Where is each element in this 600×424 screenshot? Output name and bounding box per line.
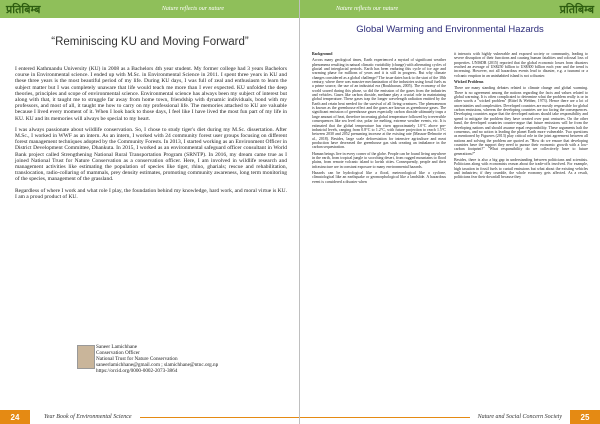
footer-rule [140,417,300,418]
left-page-header [0,0,300,18]
magazine-logo: प्रतिबिम्ब [6,2,41,16]
author-block [96,344,218,374]
article-column-1 [312,52,446,186]
article-paragraph: Human beings live in every corner of the globe. People can be found living anywhere in the earth, from tropical jungle to scorching desert, from rugged mountains to flood plains, from remote volcanic island to lavish cities. Consequently, people and their infrastructure are in constant exposure to many environmental hazards. [312,151,446,169]
article-columns [312,52,588,186]
section-heading: Background [312,52,333,56]
article-paragraph: I entered Kathmandu University (KU) in 2008 as a Bachelors 4th year student. My former college had 3 years Bachelors course in Environmental science. I ended up with M.Sc. in Environmental Science in 2011. I spent three years in KU and these three years is the most beautiful period of my life. During KU days, I was full of zeal and enthusiasm to learn the subject matter but I was completely unaware that life would teach me more than I ever expected. KU unfolded the deep theories, principles and scope of environmental science. Environmental science has always been my subject of interest but along with that, it taught me to struggle far away from home town, friendship with dynamic individuals, bond with my professors, and most of all, it taught me how to carry on my professional life. The memories attached to KU are valuable because I lived every moment of it. When I look back to those days, I feel like I have lived the most fun part of my life in KU. KU and its memories will always be special to my heart. [15,66,287,122]
footer-title: Year Book of Environmental Science [44,414,132,420]
author-role: Conservation Officer [96,350,140,356]
article-paragraph: I was always passionate about wildlife conservation. So, I chose to study tiger's diet during my M.Sc. dissertation. After M.Sc., I worked in WWF as an intern. As an intern, I worked with 24 community forest user groups focusing on different forest management techniques adopted by the Community Forests. In 2013, I started working as an Environment Officer in District Development Committee, Dhankuta. In 2015, I worked as an environmental safeguard officer consultant in World Bank project called Strengthening National Rural Transportation Program (SRNTP). In 2016, my dream came true as I joined National Trust for Nature Conservation as a conservation officer. Here, I am involved in wildlife research and management activities like estimating the population of species like tiger, rhino, gharials; rescue and rehabilitation, translocation, radio-collaring of mammals, prey density estimates, promoting community awareness, long term monitoring of the species, management of the grassland. [15,126,287,183]
page-number: 24 [0,410,30,424]
article-body [15,66,287,205]
article-paragraph: Regardless of where I work and what role I play, the foundation behind my knowledge, hard work, and moral virtue is KU. I am a proud product of KU. [15,187,287,200]
author-name: Saneer Lamichhane [96,344,138,350]
section-heading: Wicked Problems [454,80,484,85]
article-paragraph: Across many geological times, Earth experienced a myriad of significant weather phenomena resulting in natural climatic variability (change) with alternating cycles of glacial and interglacial periods. Earth has been enduring this cycle of ice age and warming phase for millions of years and it is still in progress. But why climate changes considered as a global challenge? The issue dates back to the start of the 18th century, where there was massive mechanization of the industries using fossil fuels as a prime source, the use of an industrial era (Boukhaoun, 2005). The economy of the world soared during this phase, so did the emission of the gases from the industries and vehicles. Gases like carbon dioxide, methane play a crucial role in maintaining global temperature. These gases trap the longer wavelength radiation emitted by the Earth and retain heat needed for the survival of all living creatures. The phenomenon is known as the greenhouse effect and the gases are known as greenhouse gases. The significant emission of greenhouse gases especially carbon dioxide ultimately traps a large amount of heat, therefore increasing global temperature followed by irreversible consequences like sea level rise, polar ice melting, extreme weather events, etc. It is estimated that the global temperature has risen approximately 1.0°C above pre-industrial levels, ranging from 0.8°C to 1.2°C, with future projection to reach 1.5°C between 2030 and 2052 presuming increase at the existing rate (Masson-Delmotte et al., 2018). Besides, large scale deforestation for intensive agriculture and meat production have decreased the greenhouse gas sink creating an imbalance in the carbon sequestration. [312,58,446,150]
article-column-2 [454,52,588,186]
article-paragraph: it interacts with highly vulnerable and exposed society or community, leading to severe disruption of their functions and causing human fatalities and colossal loss of properties. UNISDR (2015) reported that the global economic losses from disasters reached an average of US$250 billion to US$300 billion each year and the trend is increasing. However, not all hazardous events lead to disaster, e.g. a tsunami or a volcanic eruption in an uninhabited island is not a disaster. [454,52,588,78]
author-org: National Trust for Nature Conservation [96,356,178,362]
article-paragraph: Besides, there is also a big gap in understanding between politicians and scientists. Politicians along with economists reason about the trade-offs involved. For example, high taxation in fossil fuels to curtail emissions but what about the existing vehicles and industries; if they crumble, the whole economy gets affected. As a result, politicians fear their downfall because they [454,157,588,180]
right-page-footer [300,410,600,424]
footer-rule [300,417,470,418]
article-paragraph: Hazards can be hydrological like a flood, meteorological like a cyclone, climatological like an earthquake or geomorphological like a landslide. A hazardous event is considered a disaster when [312,170,446,184]
article-title: “Reminiscing KU and Moving Forward” [51,36,249,48]
header-tagline: Nature reflects our nature [161,6,224,12]
author-photo [77,345,95,369]
author-orcid: https://orcid.org/0000-0002-2073-3864 [96,368,178,374]
author-email: saneerlamichhane@gmail.com ; slamichhane@ntnc.org.np [96,362,219,368]
right-page [300,0,600,424]
magazine-logo: प्रतिबिम्ब [559,2,594,16]
right-page-header [300,0,600,18]
article-paragraph: There are many standing debates related to climate change and global warming. There is no agreement among the nations regarding the facts and values related to global warming. It is often complicated to determine what the problem really is or in other words a "wicked problem" (Rittel & Webber, 1973). Hence there are a lot of uncertainties and complexities. Developed countries are mostly responsible for global carbon emissions, whereas the developing countries are too facing the consequences. Developing countries argue that the developed nations should take responsibility and spend to mitigate the problem they have created over past centuries. On the other hand, the developed countries counter-argue that future emissions will be from the developing nations and should assume equal responsibility. These arguments halt the consensus, and no action is leading the planet Earth more vulnerable. Two questions as mentioned by Figueres (2013) play critical role in the joint agreement between all nations and solving the problem are quoted as "How do we ensure that developing countries have the support they need to pursue their economic growth with a low-carbon footprint?" "What responsibility do we collectively have to future generations?" [454,86,588,156]
page-number: 25 [570,410,600,424]
header-tagline: Nature reflects our nature [336,6,399,12]
article-title: Global Warming and Environmental Hazards [356,24,544,35]
left-page-footer [0,410,300,424]
footer-title: Nature and Social Concern Society [477,414,562,420]
